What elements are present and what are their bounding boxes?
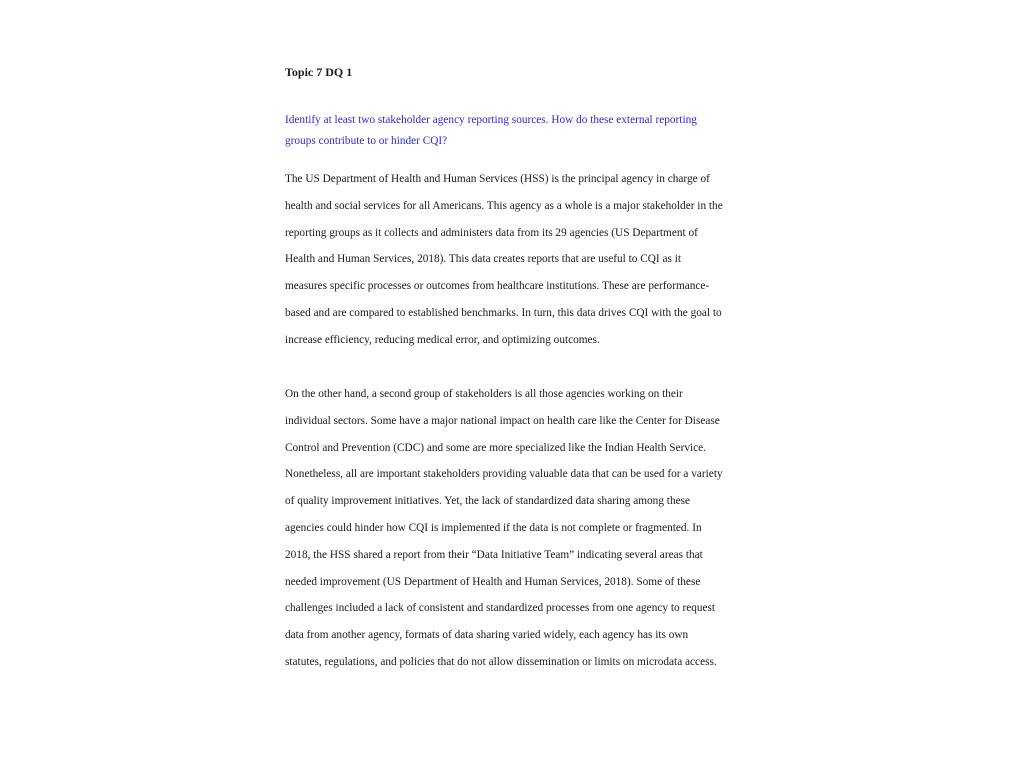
- paragraph-line: challenges included a lack of consistent and standardized processes from one agency to request: [285, 602, 716, 615]
- paragraph-line: based and are compared to established benchmarks. In turn, this data drives CQI with the goal to: [285, 306, 722, 319]
- paragraph-line: increase efficiency, reducing medical error, and optimizing outcomes.: [285, 333, 600, 346]
- paragraph-line: Control and Prevention (CDC) and some are more specialized like the Indian Health Service.: [285, 441, 706, 454]
- paragraph-line: of quality improvement initiatives. Yet, the lack of standardized data sharing among these: [285, 495, 691, 508]
- paragraph-line: reporting groups as it collects and administers data from its 29 agencies (US Department of: [285, 226, 698, 239]
- paragraph-line: statutes, regulations, and policies that do not allow dissemination or limits on microdata access.: [285, 655, 717, 668]
- question-text: [285, 110, 697, 151]
- paragraph-1: [285, 166, 723, 354]
- paragraph-line: The US Department of Health and Human Services (HSS) is the principal agency in charge of: [285, 173, 710, 185]
- paragraph-line: data from another agency, formats of data sharing varied widely, each agency has its own: [285, 629, 689, 642]
- paragraph-2: [285, 381, 723, 676]
- question-line: groups contribute to or hinder CQI?: [285, 134, 448, 147]
- paragraph-line: health and social services for all Americans. This agency as a whole is a major stakeholder in the: [285, 199, 723, 212]
- paragraph-line: agencies could hinder how CQI is implemented if the data is not complete or fragmented. In: [285, 521, 702, 534]
- paragraph-line: needed improvement (US Department of Health and Human Services, 2018). Some of these: [285, 575, 701, 588]
- paragraph-line: 2018, the HSS shared a report from their “Data Initiative Team” indicating several areas that: [285, 548, 703, 561]
- paragraph-line: Health and Human Services, 2018). This data creates reports that are useful to CQI as it: [285, 253, 682, 266]
- paragraph-line: individual sectors. Some have a major national impact on health care like the Center for Disease: [285, 414, 720, 427]
- paragraph-line: On the other hand, a second group of stakeholders is all those agencies working on their: [285, 388, 683, 400]
- question-line: Identify at least two stakeholder agency reporting sources. How do these external reporting: [285, 114, 697, 126]
- paragraph-line: measures specific processes or outcomes from healthcare institutions. These are performance-: [285, 280, 710, 293]
- paragraph-line: Nonetheless, all are important stakeholders providing valuable data that can be used for a variety: [285, 468, 723, 481]
- document-title: Topic 7 DQ 1: [285, 65, 353, 79]
